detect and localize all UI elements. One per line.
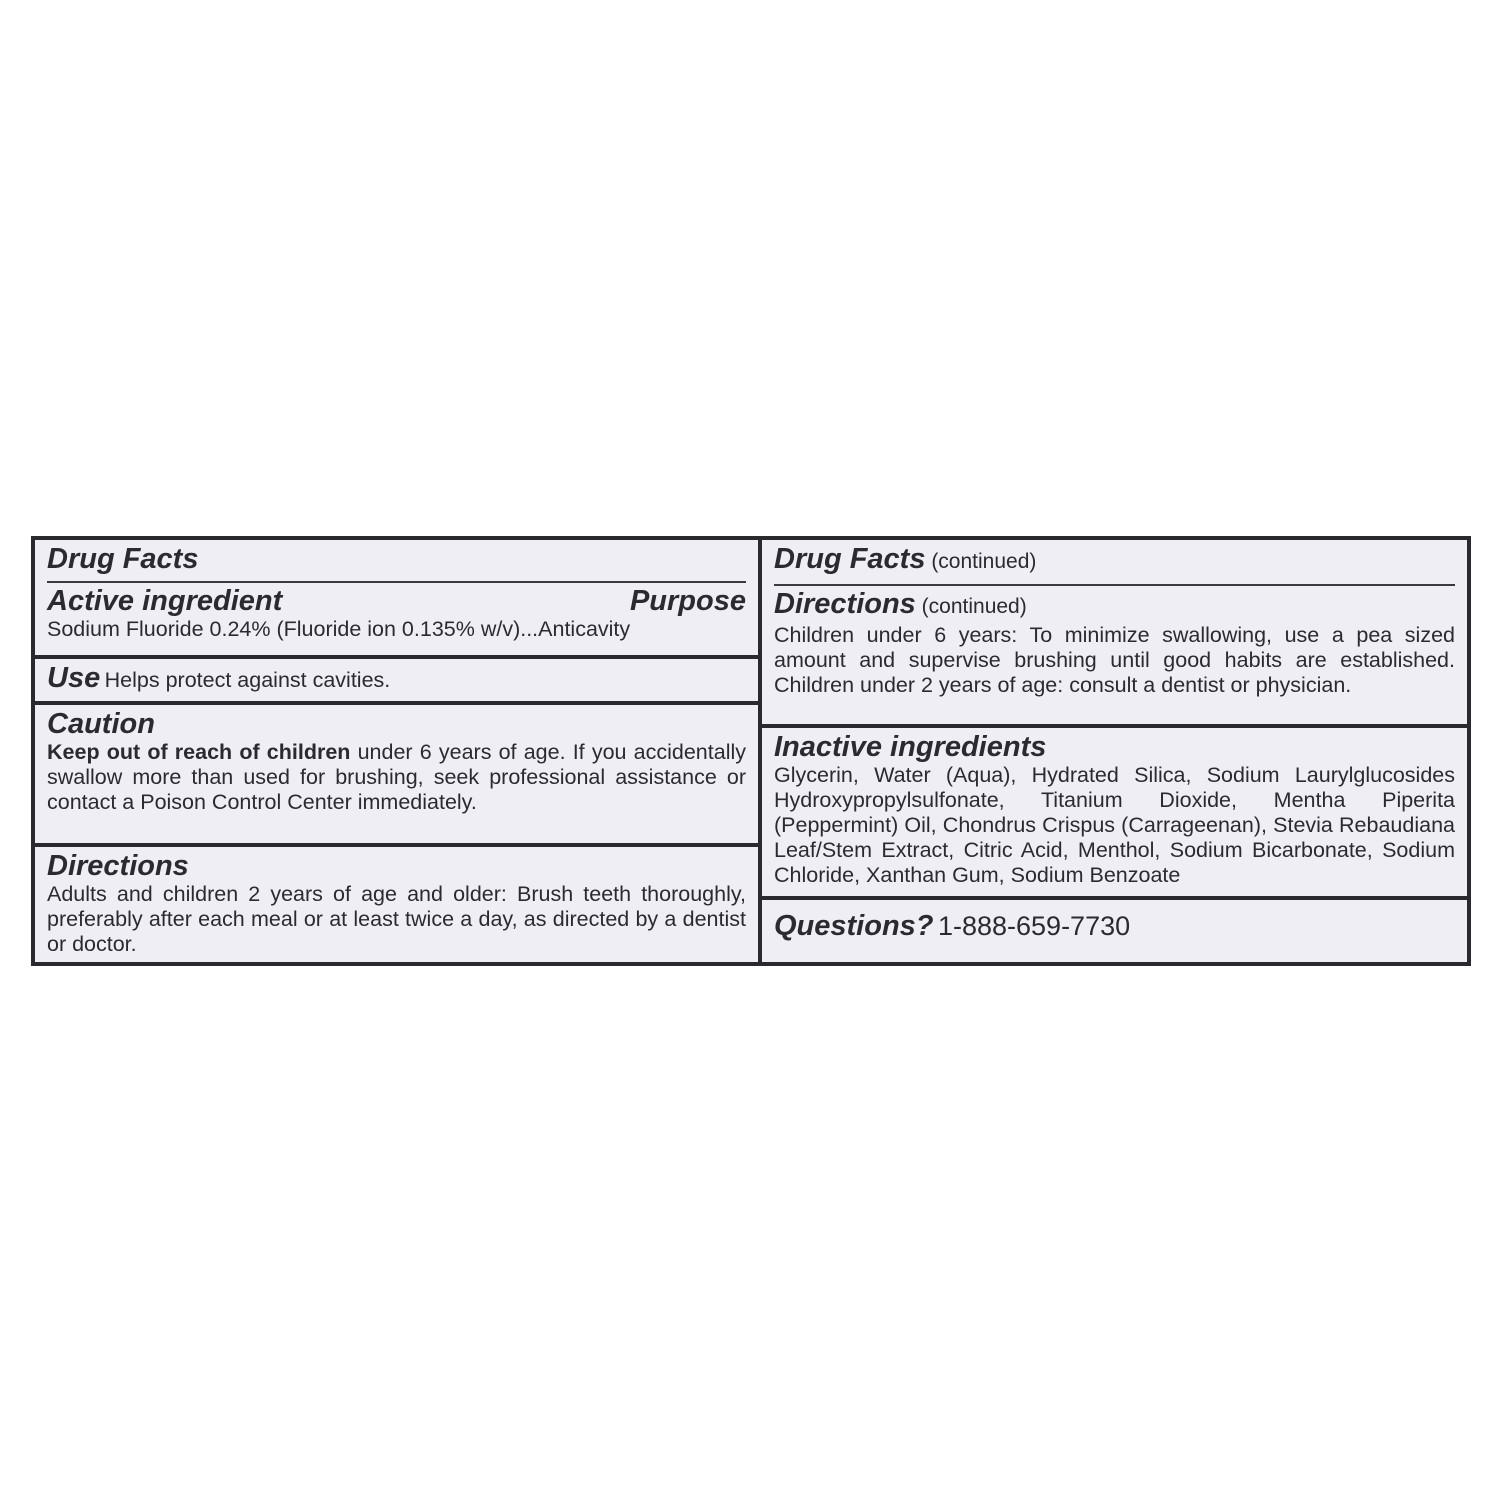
active-ingredient-heading: Active ingredient	[47, 585, 283, 617]
directions-continued-section	[762, 540, 1467, 724]
use-text: Helps protect against cavities.	[104, 668, 391, 692]
questions-section	[762, 900, 1467, 962]
active-ingredient-header-row	[47, 585, 746, 617]
inactive-ingredients-text: Glycerin, Water (Aqua), Hydrated Silica, Sodium Laurylglucosides Hydroxypropylsulfonate, Titanium Dioxide, Mentha Piperita (Peppermint) Oil, Chondrus Crispus (Carrageenan), Stevia Rebaudiana Leaf/Stem Extract, Citric Acid, Menthol, Sodium Bicarbonate, Sodium Chloride, Xanthan Gum, Sodium Benzoate	[774, 763, 1455, 887]
drug-facts-right-column	[762, 540, 1467, 962]
directions-text: Adults and children 2 years of age and older: Brush teeth thoroughly, preferably after each meal or at least twice a day, as directed by a dentist or doctor.	[47, 882, 746, 956]
caution-body	[47, 740, 746, 815]
inactive-ingredients-heading: Inactive ingredients	[774, 731, 1047, 763]
use-heading: Use	[47, 662, 101, 694]
drug-facts-label	[31, 536, 1471, 966]
use-section	[35, 659, 758, 701]
directions-heading: Directions	[47, 850, 189, 882]
caution-text: under 6 years of age. If you accidentally swallow more than used for brushing, seek professional assistance or contact a Poison Control Center immediately.	[47, 740, 746, 814]
caution-bold-text: Keep out of reach of children	[47, 740, 351, 764]
active-ingredient-section	[35, 540, 758, 655]
directions-continued-suffix: (continued)	[915, 595, 1027, 618]
directions-section	[35, 847, 758, 962]
drug-facts-title: Drug Facts	[47, 543, 199, 575]
caution-heading: Caution	[47, 708, 155, 740]
drug-facts-title-right: Drug Facts	[774, 543, 926, 575]
purpose-heading: Purpose	[629, 585, 746, 617]
drug-facts-continued-title	[774, 543, 1455, 578]
directions-continued-heading	[774, 588, 1455, 623]
questions-heading: Questions?	[774, 910, 934, 942]
questions-phone: 1-888-659-7730	[937, 911, 1131, 941]
inactive-ingredients-section	[762, 728, 1467, 896]
directions-heading-right: Directions	[774, 588, 916, 620]
directions-continued-text: Children under 6 years: To minimize swallowing, use a pea sized amount and supervise brushing until good habits are established. Children under 2 years of age: consult a dentist or physician.	[774, 623, 1455, 697]
caution-section	[35, 705, 758, 843]
drug-facts-left-column	[35, 540, 758, 962]
active-ingredient-text: Sodium Fluoride 0.24% (Fluoride ion 0.135% w/v)...Anticavity	[47, 617, 631, 641]
continued-suffix: (continued)	[925, 550, 1037, 573]
title-divider	[47, 581, 746, 583]
title-divider-right	[774, 584, 1455, 586]
